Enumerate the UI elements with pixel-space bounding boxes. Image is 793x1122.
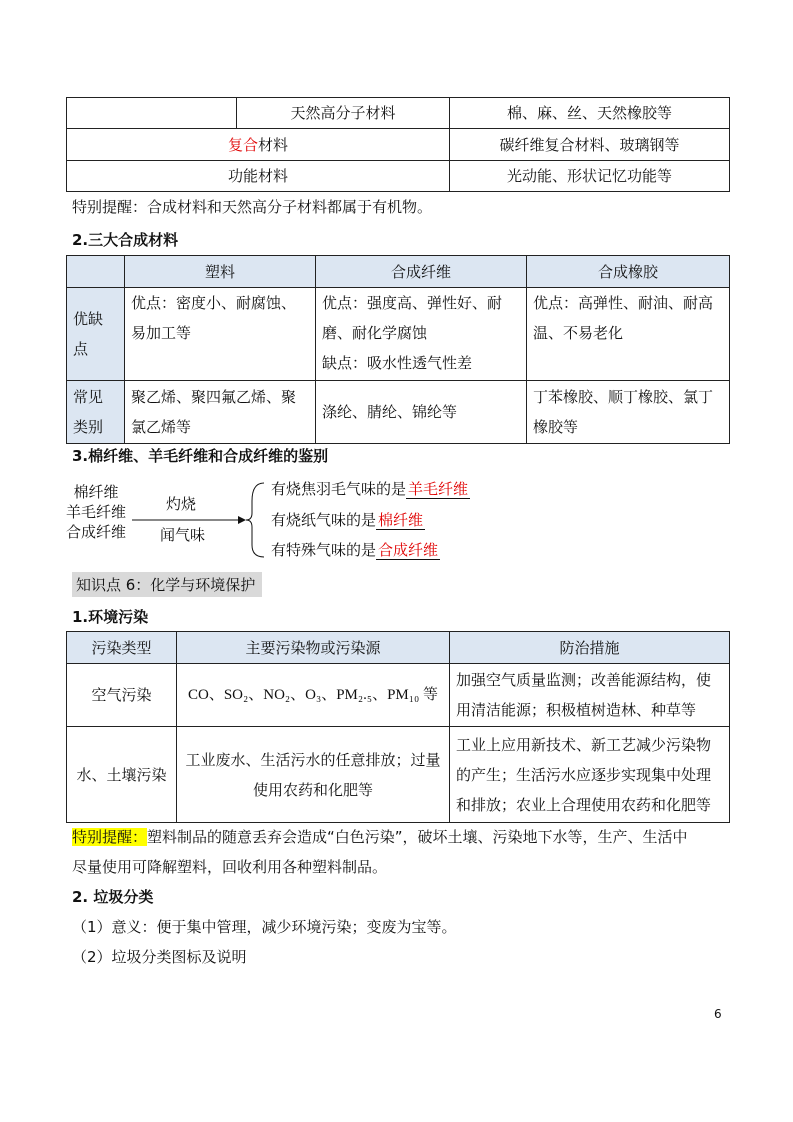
table-header: 合成橡胶 (527, 256, 730, 288)
method-label: 灼烧 (166, 495, 197, 513)
section-title: 2. 垃圾分类 (72, 888, 154, 906)
method-label: 闻气味 (160, 526, 206, 544)
knowledge-point-title: 知识点 6：化学与环境保护 (72, 572, 262, 597)
row-label: 常见类别 (67, 381, 125, 444)
table-cell: 丁苯橡胶、顺丁橡胶、氯丁橡胶等 (527, 381, 730, 444)
synthetic-materials-table (66, 255, 730, 444)
result-line: 有烧纸气味的是 棉纤维 (271, 511, 424, 529)
table-cell: CO、SO₂、NO₂、O₃、PM₂.₅、PM₁₀ 等 (177, 664, 450, 727)
fiber-label: 羊毛纤维 (65, 503, 126, 521)
note-text: 尽量使用可降解塑料，回收利用各种塑料制品。 (72, 858, 388, 876)
row-label: 优缺点 (67, 288, 125, 381)
materials-table (66, 97, 730, 192)
table-cell: 碳纤维复合材料、玻璃钢等 (450, 129, 730, 161)
highlight-text: 复合 (227, 135, 258, 154)
pollution-table (66, 631, 730, 823)
table-cell: 涤纶、腈纶、锦纶等 (316, 381, 527, 444)
table-cell (67, 256, 125, 288)
page-number: 6 (714, 1007, 722, 1021)
table-cell: 加强空气质量监测；改善能源结构，使用清洁能源；积极植树造林、种草等 (450, 664, 730, 727)
section-title: 3.棉纤维、羊毛纤维和合成纤维的鉴别 (72, 447, 329, 465)
table-cell: 优点：高弹性、耐油、耐高温、不易老化 (527, 288, 730, 381)
table-cell: 聚乙烯、聚四氟乙烯、聚氯乙烯等 (125, 381, 316, 444)
note-text: 特别提醒：塑料制品的随意丢弃会造成“白色污染”，破坏土壤、污染地下水等，生产、生活中 (72, 828, 688, 846)
table-header: 合成纤维 (316, 256, 527, 288)
table-cell: 光动能、形状记忆功能等 (450, 161, 730, 192)
fiber-label: 棉纤维 (73, 483, 119, 501)
table-cell: 复合材料 (67, 129, 450, 161)
table-cell: 空气污染 (67, 664, 177, 727)
answer-text: 棉纤维 (378, 511, 424, 529)
body-text: （1）意义：便于集中管理，减少环境污染；变废为宝等。 (72, 918, 457, 936)
arrow-brace-icon (130, 475, 270, 565)
section-title: 1.环境污染 (72, 608, 149, 626)
table-header: 主要污染物或污染源 (177, 632, 450, 664)
body-text: （2）垃圾分类图标及说明 (72, 948, 247, 966)
note-text: 特别提醒：合成材料和天然高分子材料都属于有机物。 (72, 198, 433, 216)
fiber-label: 合成纤维 (65, 523, 126, 541)
section-title: 2.三大合成材料 (72, 231, 179, 249)
note-label: 特别提醒： (72, 828, 148, 846)
table-cell: 工业上应用新技术、新工艺减少污染物的产生；生活污水应逐步实现集中处理和排放；农业上合理使用农药和化肥等 (450, 727, 730, 823)
table-cell: 功能材料 (67, 161, 450, 192)
table-cell: 优点：强度高、弹性好、耐磨、耐化学腐蚀 缺点：吸水性透气性差 (316, 288, 527, 381)
result-line: 有烧焦羽毛气味的是 羊毛纤维 (271, 480, 469, 498)
table-cell: 棉、麻、丝、天然橡胶等 (450, 98, 730, 129)
table-cell: 天然高分子材料 (237, 98, 450, 129)
answer-text: 合成纤维 (378, 541, 439, 559)
table-header: 防治措施 (450, 632, 730, 664)
result-line: 有特殊气味的是 合成纤维 (271, 541, 439, 559)
table-cell: 水、土壤污染 (67, 727, 177, 823)
answer-text: 羊毛纤维 (408, 480, 469, 498)
table-header: 污染类型 (67, 632, 177, 664)
table-cell: 优点：密度小、耐腐蚀、易加工等 (125, 288, 316, 381)
table-cell (67, 98, 237, 129)
table-header: 塑料 (125, 256, 316, 288)
table-cell: 工业废水、生活污水的任意排放；过量使用农药和化肥等 (177, 727, 450, 823)
